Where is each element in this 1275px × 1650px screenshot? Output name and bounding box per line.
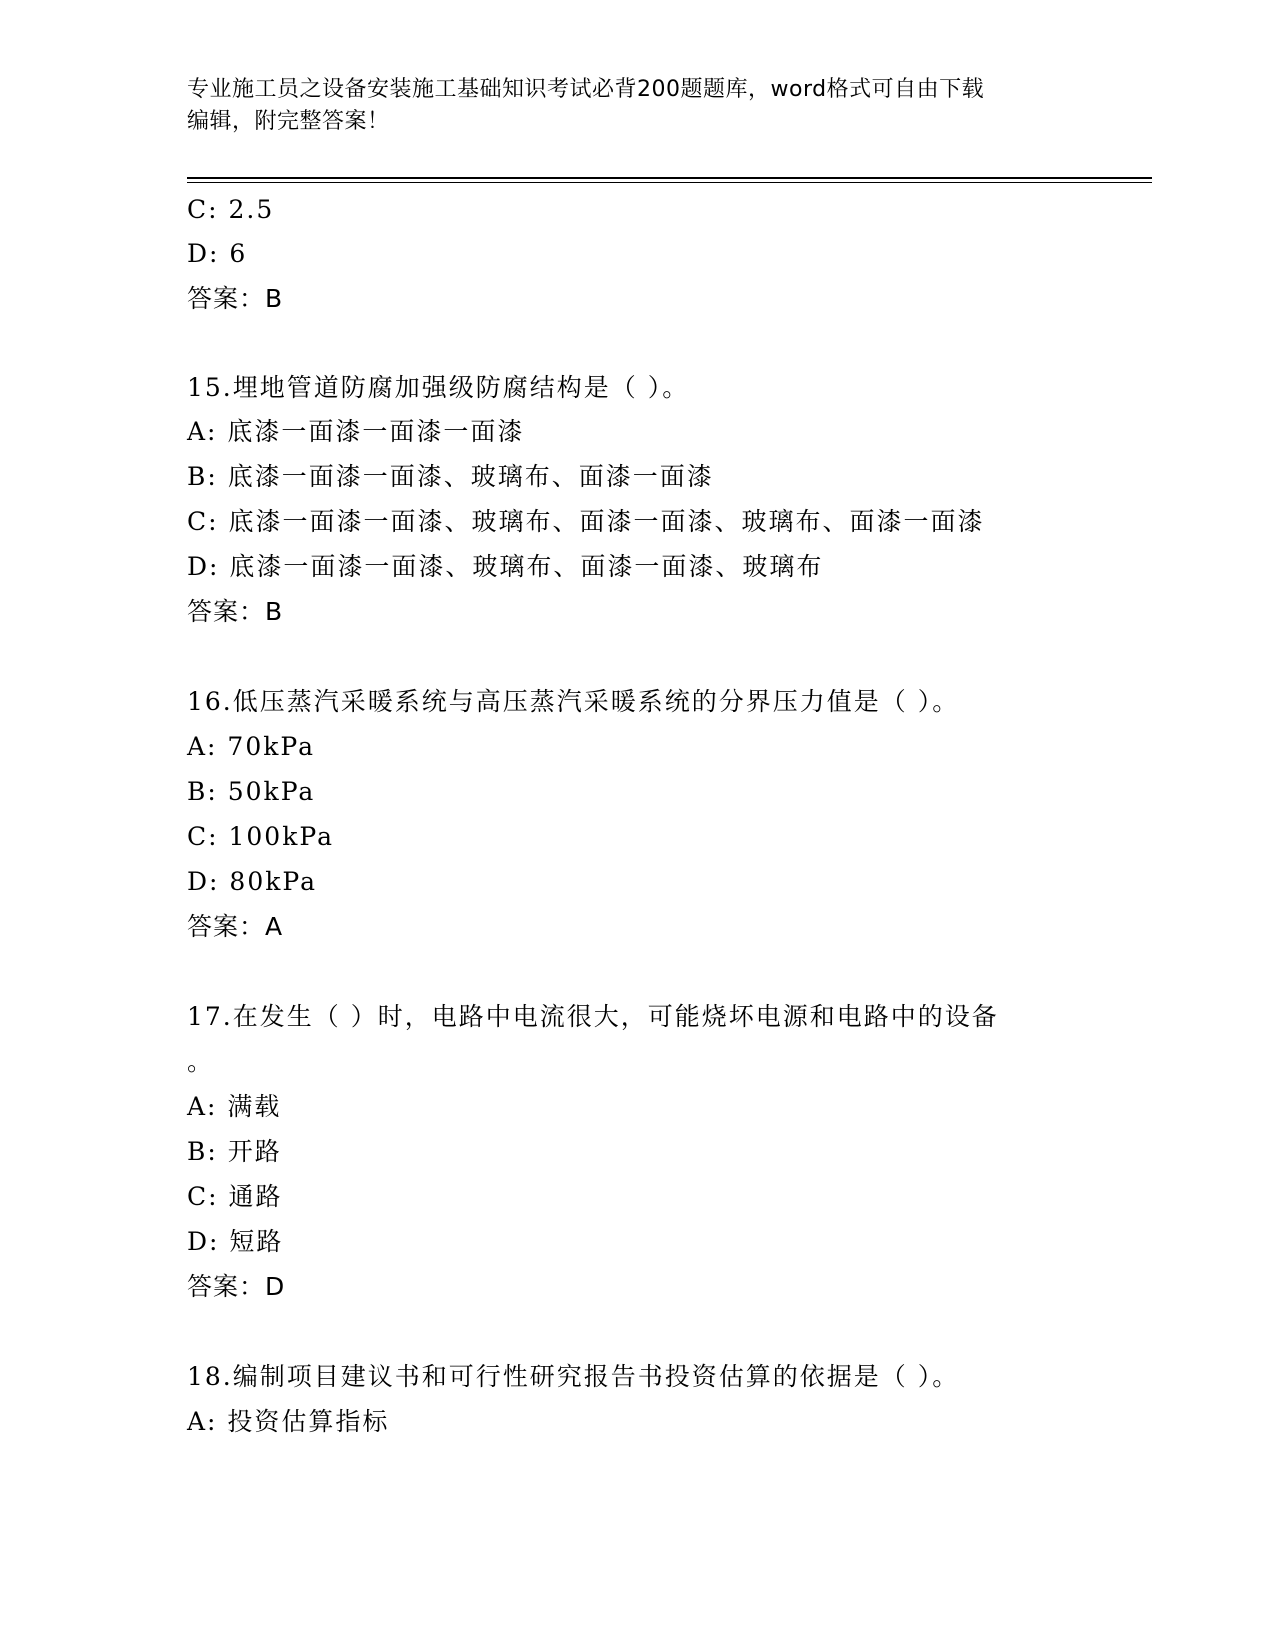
q16-option-a: A: 70kPa xyxy=(187,732,315,761)
q16-answer: 答案：A xyxy=(187,912,284,941)
q14-option-c: C: 2.5 xyxy=(187,195,275,224)
q14-option-d: D: 6 xyxy=(187,239,248,268)
q16-option-b: B: 50kPa xyxy=(187,777,316,806)
q15-option-b: B: 底漆一面漆一面漆、玻璃布、面漆一面漆 xyxy=(187,462,714,491)
q15-option-c: C: 底漆一面漆一面漆、玻璃布、面漆一面漆、玻璃布、面漆一面漆 xyxy=(187,507,985,536)
q17-option-b: B: 开路 xyxy=(187,1137,282,1166)
q16-option-c: C: 100kPa xyxy=(187,822,334,851)
header-divider-thick xyxy=(187,177,1152,179)
q15-option-d: D: 底漆一面漆一面漆、玻璃布、面漆一面漆、玻璃布 xyxy=(187,552,824,581)
q16-question: 16.低压蒸汽采暖系统与高压蒸汽采暖系统的分界压力值是（ ）。 xyxy=(187,687,960,716)
q17-answer: 答案：D xyxy=(187,1272,286,1301)
document-header xyxy=(187,74,1067,138)
q17-option-c: C: 通路 xyxy=(187,1182,283,1211)
header-divider-thin xyxy=(187,182,1152,183)
q15-question: 15.埋地管道防腐加强级防腐结构是（ ）。 xyxy=(187,373,690,402)
q17-question-continuation: 。 xyxy=(187,1047,215,1076)
q14-answer: 答案：B xyxy=(187,284,284,313)
q15-option-a: A: 底漆一面漆一面漆一面漆 xyxy=(187,417,525,446)
header-title-line-1: 专业施工员之设备安装施工基础知识考试必背200题题库，word格式可自由下载 xyxy=(187,77,985,102)
q17-question: 17.在发生（ ）时，电路中电流很大，可能烧坏电源和电路中的设备 xyxy=(187,1002,999,1031)
q18-question: 18.编制项目建议书和可行性研究报告书投资估算的依据是（ ）。 xyxy=(187,1362,960,1391)
q16-option-d: D: 80kPa xyxy=(187,867,317,896)
header-title-line-2: 编辑，附完整答案！ xyxy=(187,109,390,134)
q15-answer: 答案：B xyxy=(187,597,284,626)
q17-option-d: D: 短路 xyxy=(187,1227,284,1256)
q17-option-a: A: 满载 xyxy=(187,1092,282,1121)
q18-option-a: A: 投资估算指标 xyxy=(187,1407,390,1436)
